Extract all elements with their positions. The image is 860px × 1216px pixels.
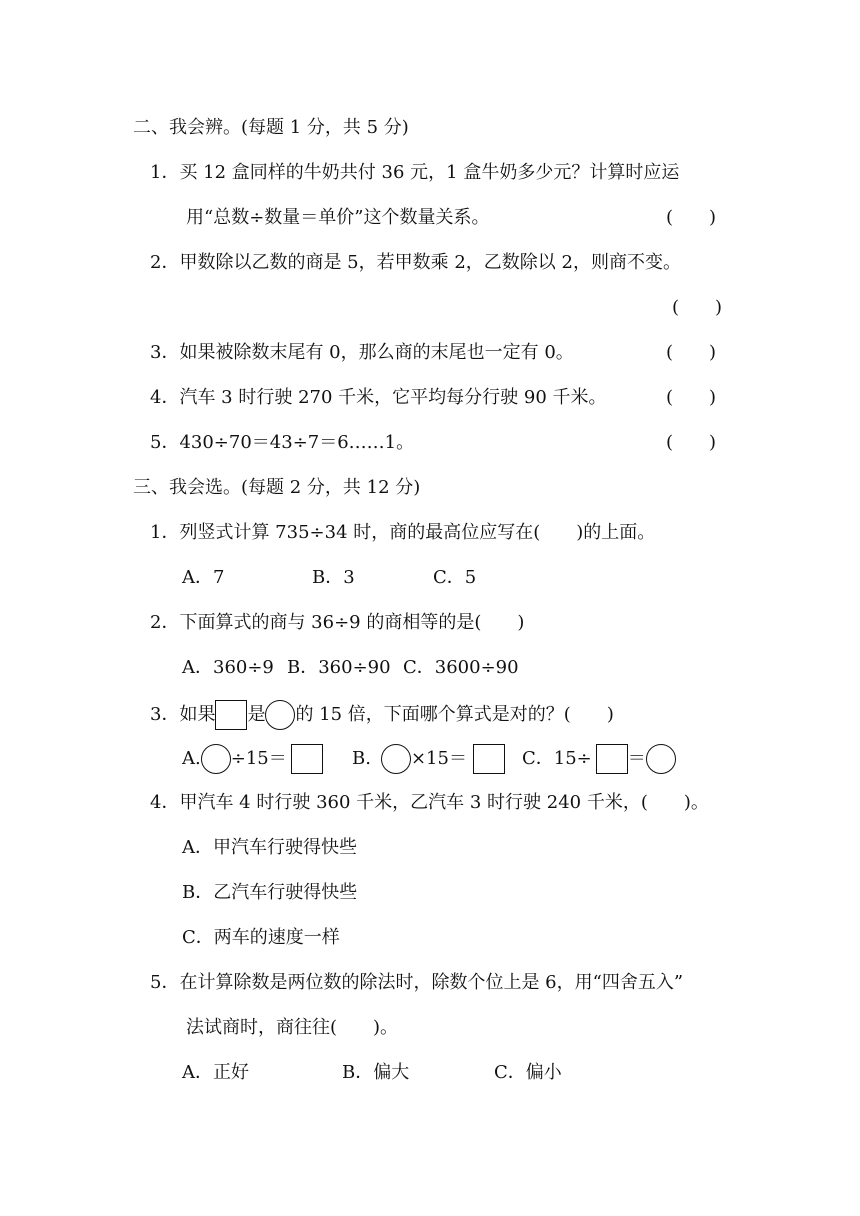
s2-q1-line2: 用“总数÷数量＝单价”这个数量关系。 [186,207,490,228]
s3-q3-option-c[interactable] [522,744,676,774]
s3-q3-option-a[interactable] [182,744,323,774]
circle-shape-icon [646,744,676,774]
square-shape-icon [473,744,505,774]
s3-q1-stem: 1．列竖式计算 735÷34 时，商的最高位应写在( )的上面。 [150,522,656,543]
s3-q3-stem-prefix: 3．如果 [150,704,216,725]
square-shape-icon [215,700,247,730]
s3-q3-option-b-op: ×15＝ [410,748,467,769]
s3-q3-stem [150,700,614,730]
s3-q3-stem-mid: 是 [247,704,266,725]
circle-shape-icon [381,744,411,774]
s2-q4-line1: 4．汽车 3 时行驶 270 千米，它平均每分行驶 90 千米。 [150,387,607,408]
s3-q2-option-a[interactable]: A．360÷9 [182,657,274,678]
circle-shape-icon [201,744,231,774]
section3-heading: 三、我会选。(每题 2 分，共 12 分) [133,477,421,498]
s3-q1-option-c[interactable]: C．5 [433,567,477,588]
s3-q2-option-b[interactable]: B．360÷90 [287,657,391,678]
s2-q2-line1: 2．甲数除以乙数的商是 5，若甲数乘 2，乙数除以 2，则商不变。 [150,252,681,273]
s2-q2-answer-blank[interactable]: ( ) [672,297,723,318]
s2-q3-answer-blank[interactable]: ( ) [666,342,717,363]
s2-q4-answer-blank[interactable]: ( ) [666,387,717,408]
s3-q3-option-c-eq: ＝ [627,748,646,769]
s2-q5-answer-blank[interactable]: ( ) [666,432,717,453]
s3-q3-option-c-label: C．15÷ [522,748,592,769]
s3-q1-option-b[interactable]: B．3 [312,567,355,588]
s2-q5-line1: 5．430÷70＝43÷7＝6……1。 [150,432,415,453]
s3-q4-option-a[interactable]: A．甲汽车行驶得快些 [182,837,357,858]
s3-q3-option-b[interactable] [352,744,505,774]
s3-q3-stem-suffix: 的 15 倍，下面哪个算式是对的？( ) [295,704,614,725]
square-shape-icon [596,744,628,774]
s3-q4-option-b[interactable]: B．乙汽车行驶得快些 [182,882,358,903]
s3-q2-stem: 2．下面算式的商与 36÷9 的商相等的是( ) [150,612,525,633]
s2-q3-line1: 3．如果被除数末尾有 0，那么商的末尾也一定有 0。 [150,342,574,363]
s3-q5-option-c[interactable]: C．偏小 [494,1062,562,1083]
s3-q5-line2: 法试商时，商往往( )。 [186,1017,399,1038]
s2-q1-answer-blank[interactable]: ( ) [666,207,717,228]
s3-q3-option-b-label: B. [352,748,371,769]
s3-q4-stem: 4．甲汽车 4 时行驶 360 千米，乙汽车 3 时行驶 240 千米，( )。 [150,792,709,813]
s3-q5-option-b[interactable]: B．偏大 [342,1062,410,1083]
s2-q1-line1: 1．买 12 盒同样的牛奶共付 36 元，1 盒牛奶多少元？计算时应运 [150,162,680,183]
section2-heading: 二、我会辨。(每题 1 分，共 5 分) [133,117,409,138]
s3-q3-option-a-op: ÷15＝ [230,748,287,769]
square-shape-icon [291,744,323,774]
s3-q1-option-a[interactable]: A．7 [182,567,225,588]
circle-shape-icon [265,700,295,730]
s3-q5-line1: 5．在计算除数是两位数的除法时，除数个位上是 6，用“四舍五入” [150,972,684,993]
s3-q2-option-c[interactable]: C．3600÷90 [403,657,519,678]
s3-q5-option-a[interactable]: A．正好 [182,1062,249,1083]
s3-q3-option-a-label: A. [182,748,201,769]
s3-q4-option-c[interactable]: C．两车的速度一样 [182,927,340,948]
